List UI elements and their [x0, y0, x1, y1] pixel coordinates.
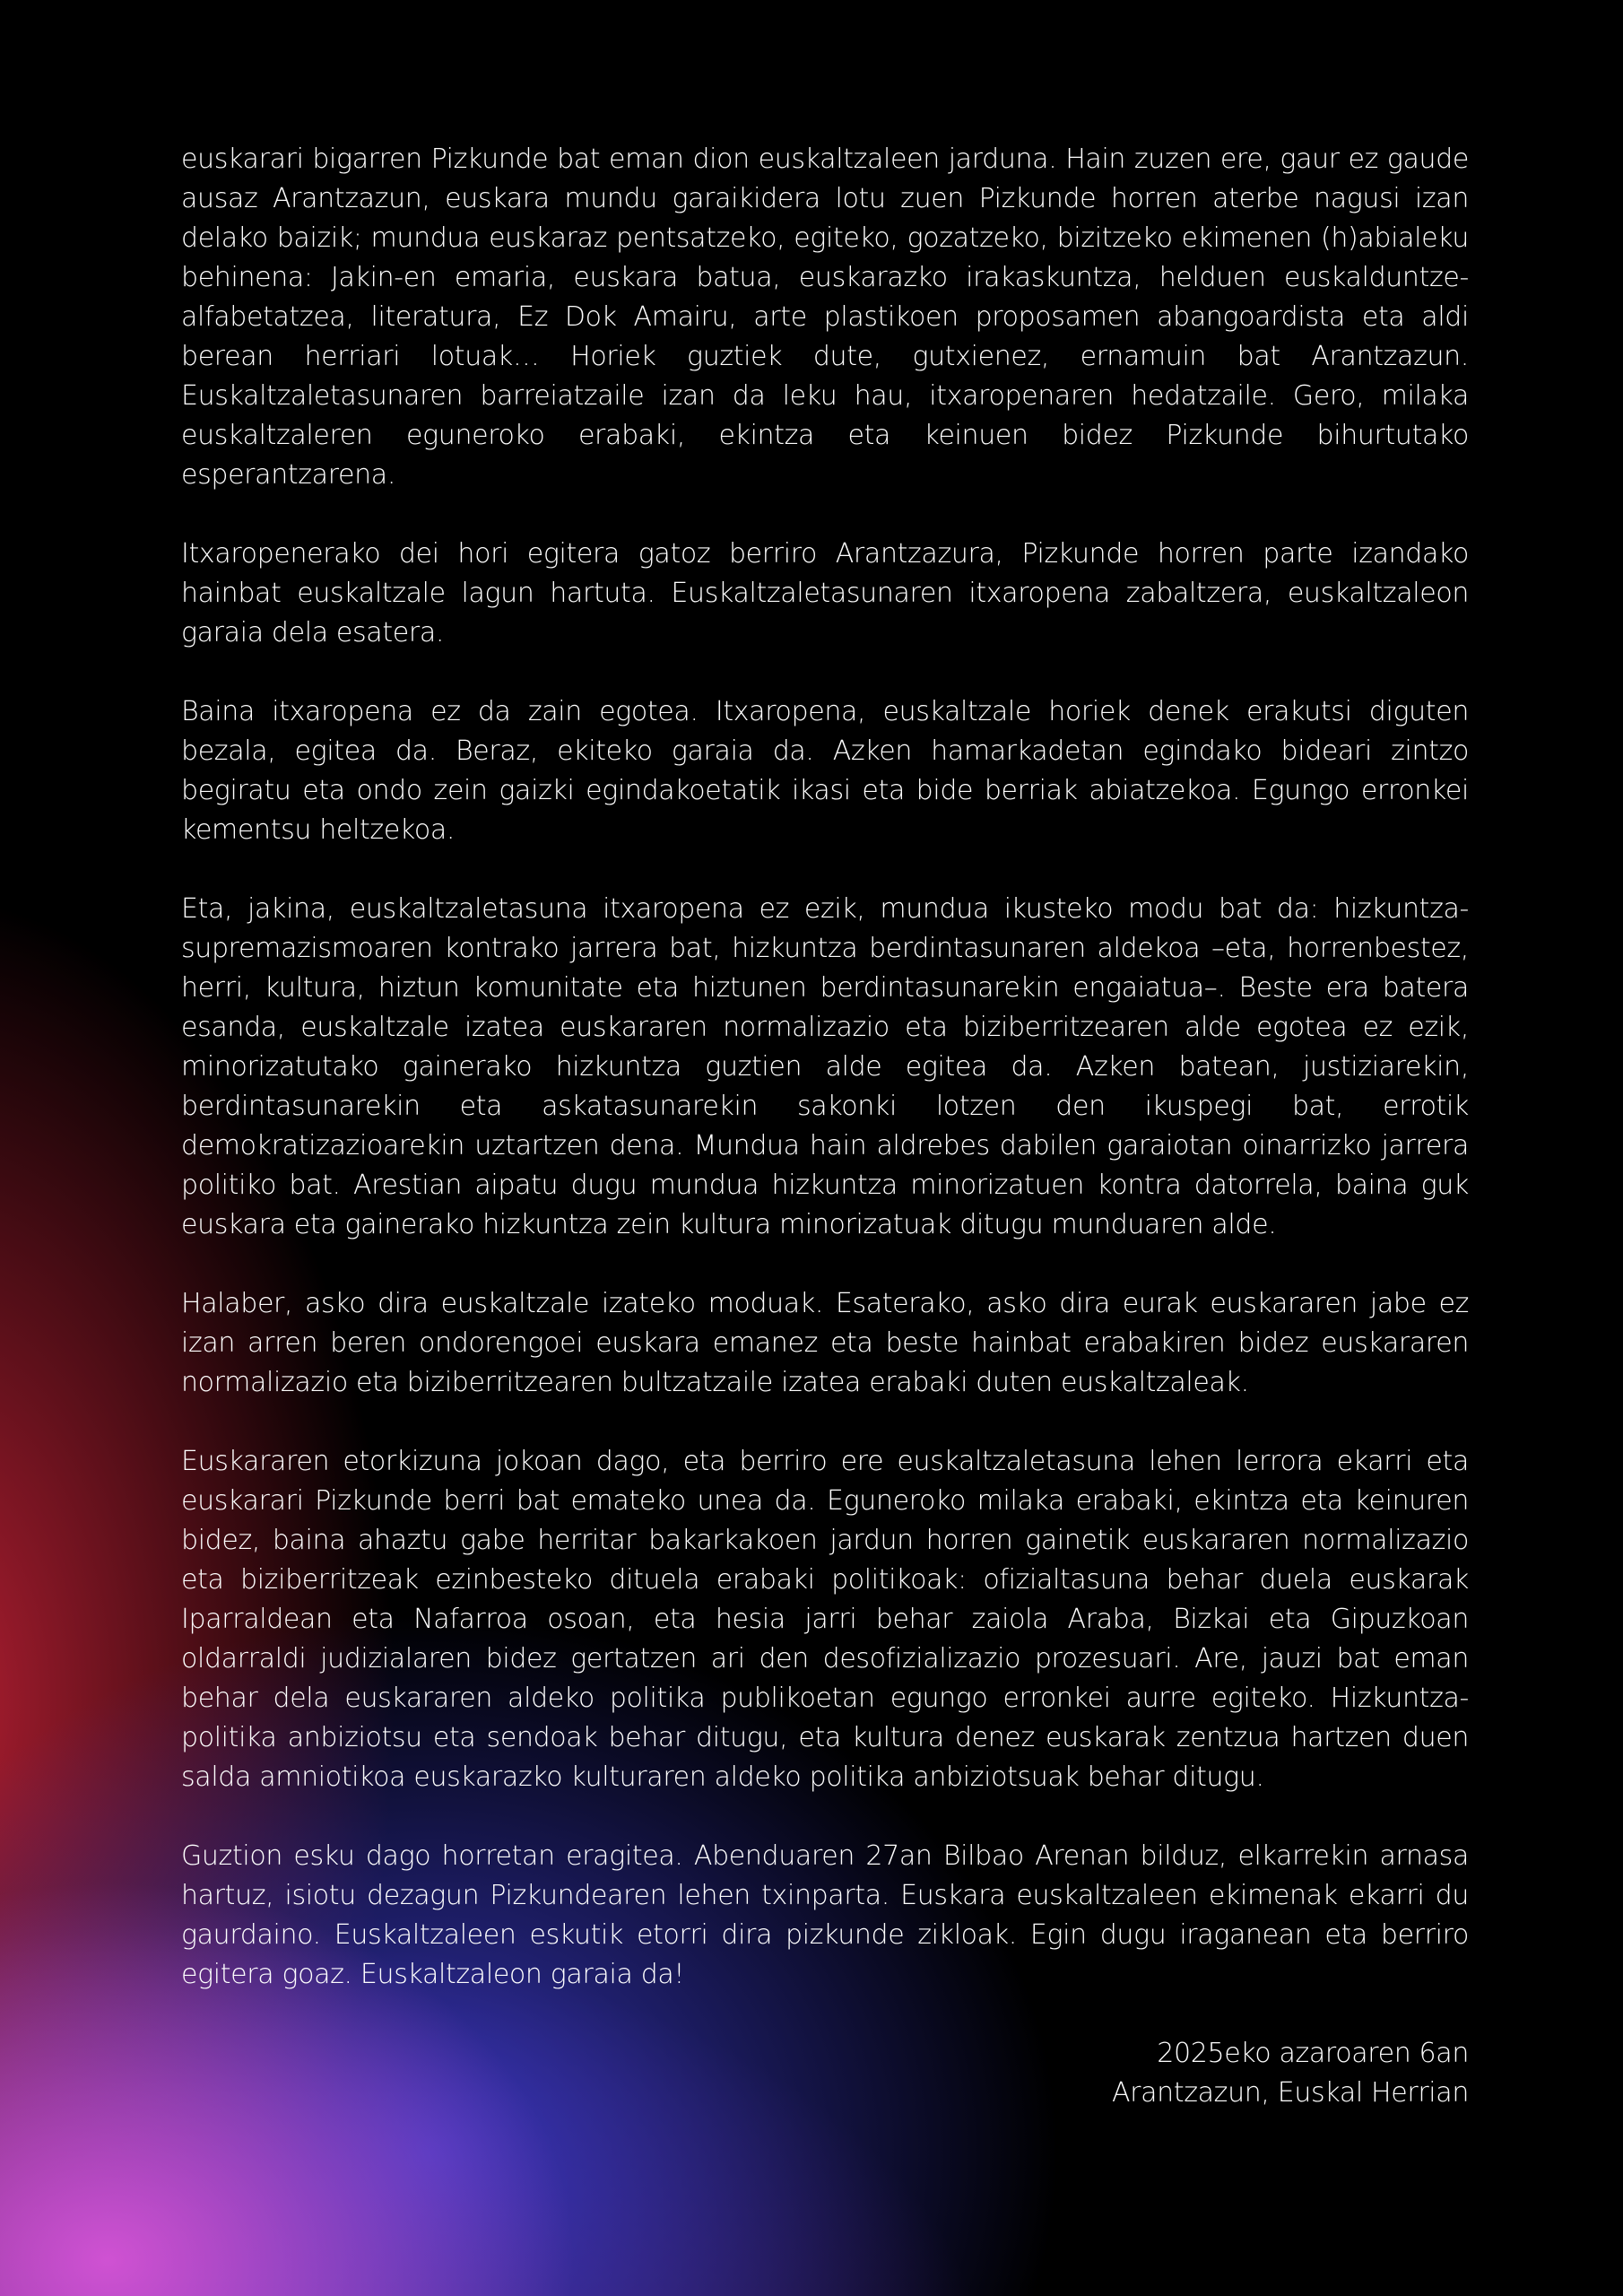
paragraph-7: Guztion esku dago horretan eragitea. Abenduaren 27an Bilbao Arenan bilduz, elkarrekin arnasa hartuz, isiotu dezagun Pizkundearen lehen txinparta. Euskara euskaltzaleen ekimenak ekarri du gaurdaino. Euskaltzaleen eskutik etorri dira pizkunde zikloak. Egin dugu iraganean eta berriro egitera goaz. Euskaltzaleon garaia da!: [181, 1840, 1469, 1990]
signature-place: Arantzazun, Euskal Herrian: [1111, 2077, 1469, 2109]
paragraph-3: Baina itxaropena ez da zain egotea. Itxaropena, euskaltzale horiek denek erakutsi diguten bezala, egitea da. Beraz, ekiteko garaia da. Azken hamarkadetan egindako bideari zintzo begiratu eta ondo zein gaizki egindakoetatik ikasi eta bide berriak abiatzekoa. Egungo erronkei kementsu heltzekoa.: [181, 696, 1469, 846]
signature-date: 2025eko azaroaren 6an: [1157, 2038, 1469, 2069]
paragraph-5: Halaber, asko dira euskaltzale izateko moduak. Esaterako, asko dira eurak euskararen jabe ez izan arren beren ondorengoei euskara emanez eta beste hainbat erabakiren bidez euskararen normalizazio eta biziberritzearen bultzatzaile izatea erabaki duten euskaltzaleak.: [181, 1288, 1469, 1398]
paragraph-4: Eta, jakina, euskaltzaletasuna itxaropena ez ezik, mundua ikusteko modu bat da: hizkuntza-supremazismoaren kontrako jarrera bat, hizkuntza berdintasunaren aldekoa –eta, horrenbestez, herri, kultura, hiztun komunitate eta hiztunen berdintasunarekin engaiatua–. Beste era batera esanda, euskaltzale izatea euskararen normalizazio eta biziberritzearen alde egotea ez ezik, minorizatutako gainerako hizkuntza guztien alde egitea da. Azken batean, justiziarekin, berdintasunarekin eta askatasunarekin sakonki lotzen den ikuspegi bat, errotik demokratizazioarekin uztartzen dena. Mundua hain aldrebes dabilen garaiotan oinarrizko jarrera politiko bat. Arestian aipatu dugu mundua hizkuntza minorizatuen kontra datorrela, baina guk euskara eta gainerako hizkuntza zein kultura minorizatuak ditugu munduaren alde.: [181, 893, 1469, 1240]
paragraph-1: euskarari bigarren Pizkunde bat eman dion euskaltzaleen jarduna. Hain zuzen ere, gaur ez gaude ausaz Arantzazun, euskara mundu garaikidera lotu zuen Pizkunde horren aterbe nagusi izan delako baizik; mundua euskaraz pentsatzeko, egiteko, gozatzeko, bizitzeko ekimenen (h)abialeku behinena: Jakin-en emaria, euskara batua, euskarazko irakaskuntza, helduen euskalduntze-alfabetatzea, literatura, Ez Dok Amairu, arte plastikoen proposamen abangoardista eta aldi berean herriari lotuak… Horiek guztiek dute, gutxienez, ernamuin bat Arantzazun. Euskaltzaletasunaren barreiatzaile izan da leku hau, itxaropenaren hedatzaile. Gero, milaka euskaltzaleren eguneroko erabaki, ekintza eta keinuen bidez Pizkunde bihurtutako esperantzarena.: [181, 144, 1469, 491]
document-body: [181, 140, 1469, 2113]
paragraph-6: Euskararen etorkizuna jokoan dago, eta berriro ere euskaltzaletasuna lehen lerrora ekarri eta euskarari Pizkunde berri bat emateko unea da. Eguneroko milaka erabaki, ekintza eta keinuren bidez, baina ahaztu gabe herritar bakarkakoen jardun horren gainetik euskararen normalizazio eta biziberritzeak ezinbesteko dituela erabaki politikoak: ofizialtasuna behar duela euskarak Iparraldean eta Nafarroa osoan, eta hesia jarri behar zaiola Araba, Bizkai eta Gipuzkoan oldarraldi judizialaren bidez gertatzen ari den desofizializazio prozesuari. Are, jauzi bat eman behar dela euskararen aldeko politika publikoetan egungo erronkei aurre egiteko. Hizkuntza-politika anbiziotsu eta sendoak behar ditugu, eta kultura denez euskarak zentzua hartzen duen salda amniotikoa euskarazko kulturaren aldeko politika anbiziotsuak behar ditugu.: [181, 1446, 1469, 1793]
paragraph-2: Itxaropenerako dei hori egitera gatoz berriro Arantzazura, Pizkunde horren parte izandako hainbat euskaltzale lagun hartuta. Euskaltzaletasunaren itxaropena zabaltzera, euskaltzaleon garaia dela esatera.: [181, 538, 1469, 648]
signature-block: [181, 2034, 1469, 2113]
